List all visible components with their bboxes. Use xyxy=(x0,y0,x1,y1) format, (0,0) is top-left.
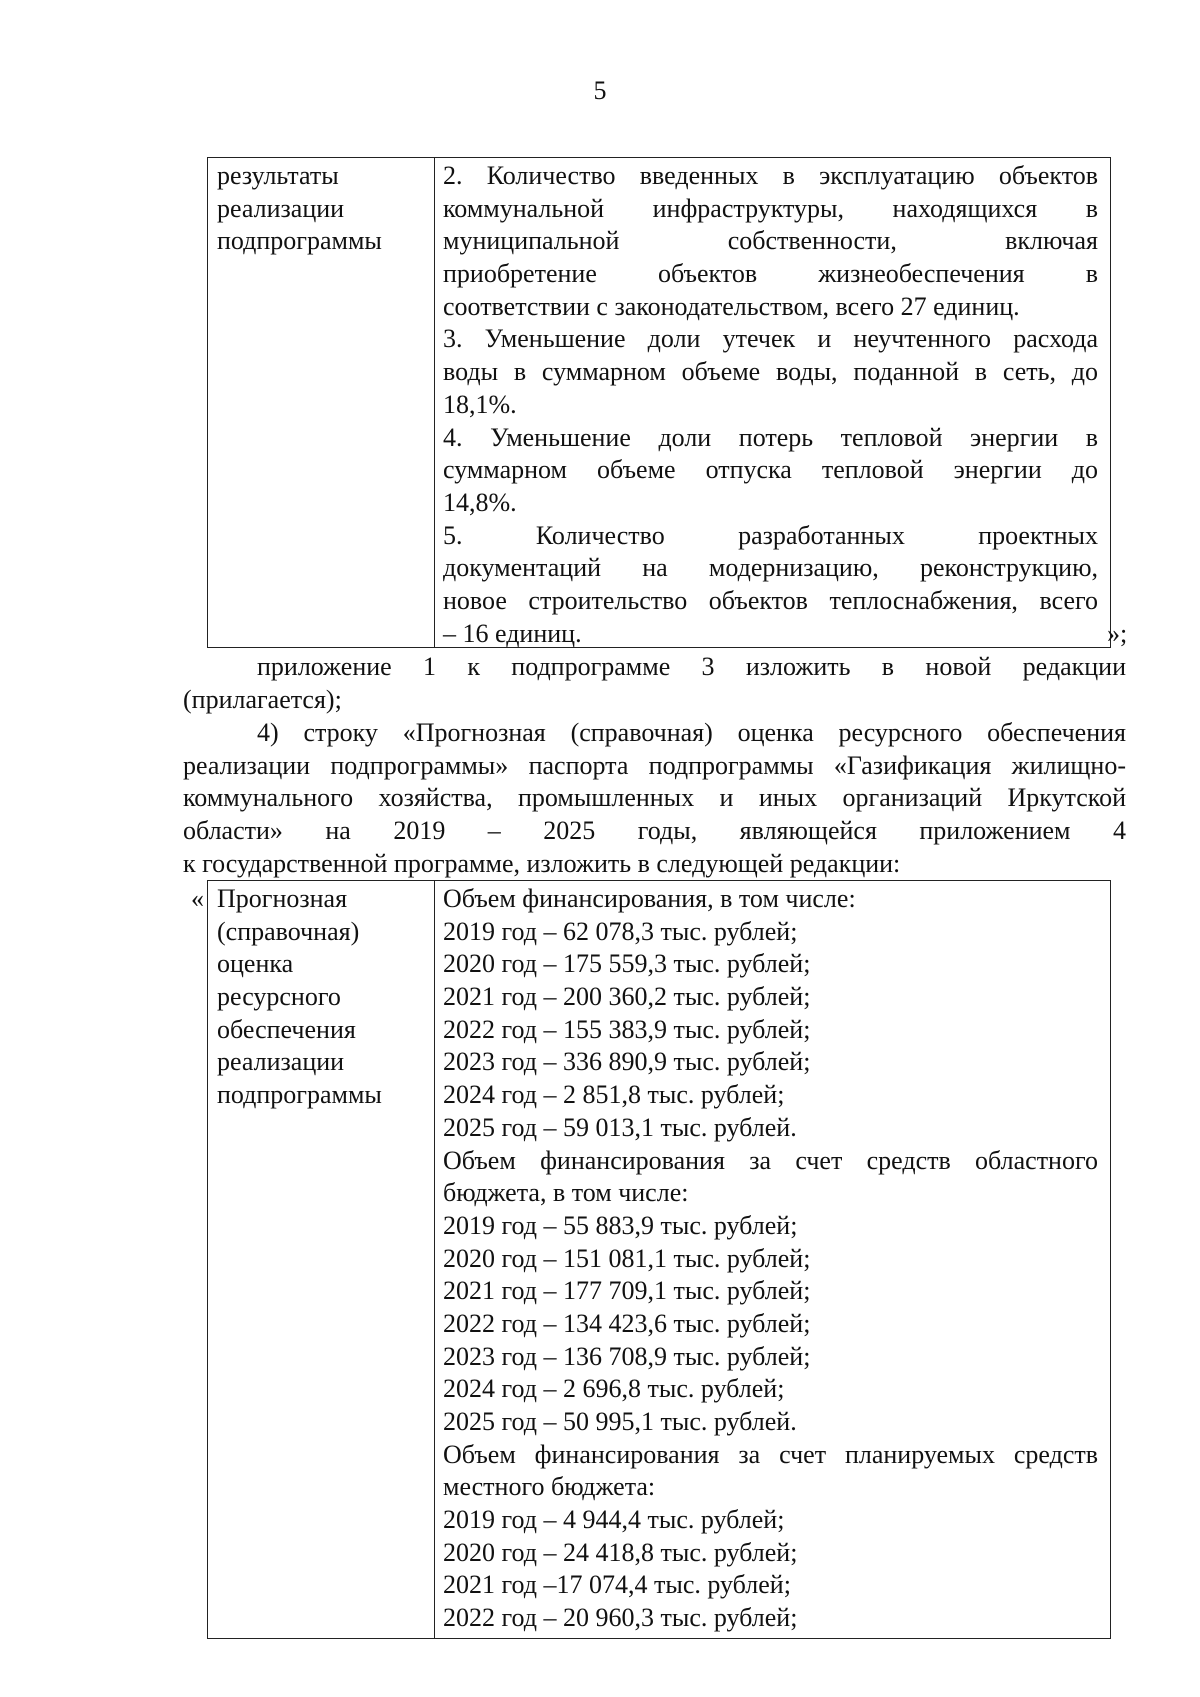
funding-line: 2021 год –17 074,4 тыс. рублей; xyxy=(443,1570,791,1600)
label-line: (справочная) xyxy=(217,916,360,946)
content-line: – 16 единиц. xyxy=(443,618,582,648)
paragraph-line: области» на 2019 – 2025 годы, являющейся приложением 4 xyxy=(183,816,1126,846)
content-line: 3. Уменьшение доли утечек и неучтенного расхода xyxy=(443,324,1098,354)
paragraph-item-4 xyxy=(183,717,1126,880)
funding-line: 2021 год – 177 709,1 тыс. рублей; xyxy=(443,1276,811,1306)
label-line: подпрограммы xyxy=(217,226,382,256)
content-line: 18,1%. xyxy=(443,389,517,419)
funding-line: 2025 год – 50 995,1 тыс. рублей. xyxy=(443,1407,797,1436)
funding-line: 2023 год – 136 708,9 тыс. рублей; xyxy=(443,1341,811,1371)
paragraph-line: коммунального хозяйства, промышленных и иных организаций Иркутской xyxy=(183,783,1126,813)
column-divider xyxy=(434,158,435,647)
funding-line: 2019 год – 4 944,4 тыс. рублей; xyxy=(443,1505,785,1535)
paragraph-line: реализации подпрограммы» паспорта подпрограммы «Газификация жилищно- xyxy=(183,750,1126,780)
content-line: суммарном объеме отпуска тепловой энергии до xyxy=(443,455,1098,485)
funding-line: бюджета, в том числе: xyxy=(443,1178,689,1208)
funding-line: 2019 год – 55 883,9 тыс. рублей; xyxy=(443,1210,798,1240)
funding-line: 2022 год – 20 960,3 тыс. рублей; xyxy=(443,1603,798,1633)
funding-line: Объем финансирования за счет средств областного xyxy=(443,1145,1098,1175)
content-line: воды в суммарном объеме воды, поданной в сеть, до xyxy=(443,357,1098,387)
funding-line: 2019 год – 62 078,3 тыс. рублей; xyxy=(443,916,798,946)
funding-line: 2025 год – 59 013,1 тыс. рублей. xyxy=(443,1112,797,1142)
funding-line: 2020 год – 175 559,3 тыс. рублей; xyxy=(443,949,811,979)
label-line: оценка xyxy=(217,949,294,979)
label-line: ресурсного xyxy=(217,982,341,1012)
funding-line: 2022 год – 134 423,6 тыс. рублей; xyxy=(443,1308,811,1338)
paragraph-appendix xyxy=(183,651,1126,716)
funding-line: 2020 год – 24 418,8 тыс. рублей; xyxy=(443,1537,798,1567)
funding-line: 2024 год – 2 696,8 тыс. рублей; xyxy=(443,1374,785,1404)
content-line: 5. Количество разработанных проектных xyxy=(443,520,1098,550)
label-line: реализации xyxy=(217,193,345,223)
funding-line: 2021 год – 200 360,2 тыс. рублей; xyxy=(443,982,811,1012)
funding-line: Объем финансирования, в том числе: xyxy=(443,884,856,913)
column-divider xyxy=(434,881,435,1638)
paragraph-line: 4) строку «Прогнозная (справочная) оценка ресурсного обеспечения xyxy=(257,718,1126,747)
content-line: новое строительство объектов теплоснабжения, всего xyxy=(443,585,1098,615)
funding-label-cell xyxy=(217,883,417,1112)
funding-line: 2023 год – 336 890,9 тыс. рублей; xyxy=(443,1047,811,1077)
content-line: документаций на модернизацию, реконструкцию, xyxy=(443,553,1098,583)
funding-content-cell xyxy=(443,883,1098,1635)
label-line: Прогнозная xyxy=(217,884,348,913)
results-content-cell xyxy=(443,160,1098,650)
content-line: 2. Количество введенных в эксплуатацию объектов xyxy=(443,161,1098,190)
funding-line: 2020 год – 151 081,1 тыс. рублей; xyxy=(443,1243,811,1273)
funding-line: 2024 год – 2 851,8 тыс. рублей; xyxy=(443,1080,785,1110)
content-line: муниципальной собственности, включая xyxy=(443,226,1098,256)
content-line: 4. Уменьшение доли потерь тепловой энергии в xyxy=(443,422,1098,452)
content-line: приобретение объектов жизнеобеспечения в xyxy=(443,259,1098,289)
funding-line: 2022 год – 155 383,9 тыс. рублей; xyxy=(443,1014,811,1044)
opening-quote: « xyxy=(191,884,204,913)
paragraph-line: к государственной программе, изложить в следующей редакции: xyxy=(183,848,901,878)
label-line: обеспечения xyxy=(217,1014,356,1044)
funding-line: местного бюджета: xyxy=(443,1472,656,1502)
page-number: 5 xyxy=(593,76,607,105)
label-line: результаты xyxy=(217,161,339,190)
paragraph-line: (прилагается); xyxy=(183,684,342,714)
results-label-cell xyxy=(217,160,417,258)
label-line: реализации xyxy=(217,1047,345,1077)
funding-line: Объем финансирования за счет планируемых средств xyxy=(443,1439,1098,1469)
closing-quote: »; xyxy=(1107,619,1128,648)
content-line: коммунальной инфраструктуры, находящихся в xyxy=(443,193,1098,223)
content-line: соответствии с законодательством, всего 27 единиц. xyxy=(443,291,1020,321)
paragraph-line: приложение 1 к подпрограмме 3 изложить в новой редакции xyxy=(257,652,1126,681)
label-line: подпрограммы xyxy=(217,1080,382,1110)
content-line: 14,8%. xyxy=(443,487,517,517)
